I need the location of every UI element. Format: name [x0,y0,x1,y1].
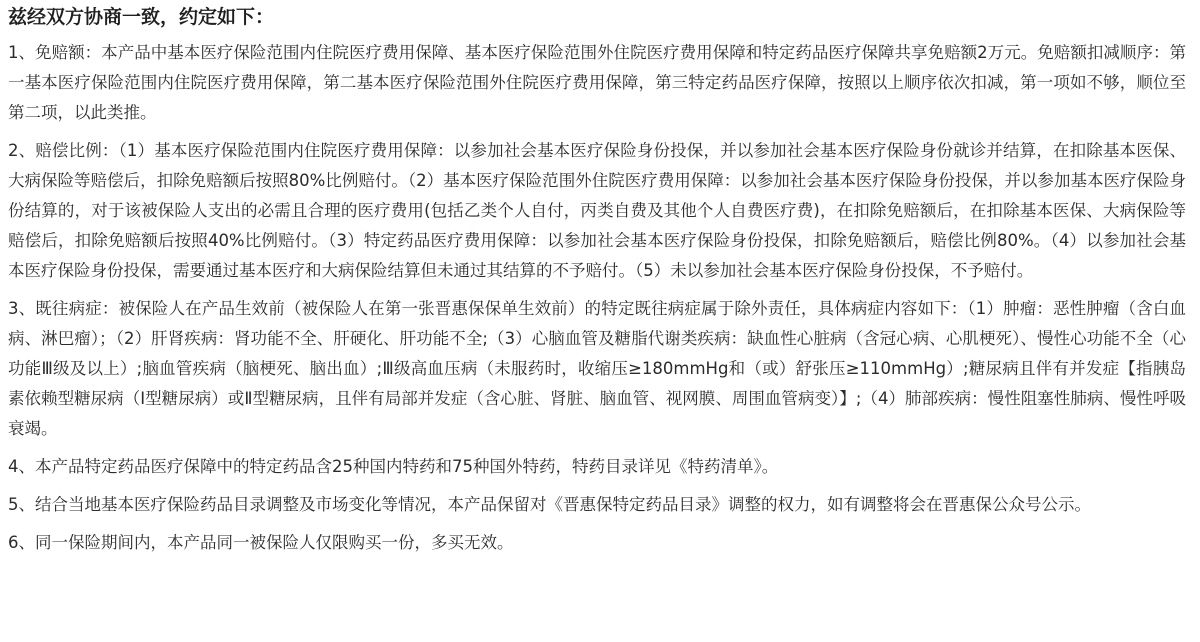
clause-catalog-adjustment: 5、结合当地基本医疗保险药品目录调整及市场变化等情况，本产品保留对《晋惠保特定药品目录》调整的权力，如有调整将会在晋惠保公众号公示。 [8,495,1091,514]
agreement-heading: 兹经双方协商一致，约定如下： [8,6,275,28]
clause-pre-existing-conditions: 3、既往病症：被保险人在产品生效前（被保险人在第一张晋惠保保单生效前）的特定既往病症属于除外责任，具体病症内容如下：（1）肿瘤：恶性肿瘤（含白血病、淋巴瘤）；（2）肝肾疾病：肾功能不全、肝硬化、肝功能不全;（3）心脑血管及糖脂代谢类疾病：缺血性心脏病（含冠心病、心肌梗死）、慢性心功能不全（心功能Ⅲ级及以上）;脑血管疾病（脑梗死、脑出血）;Ⅲ级高血压病（未服药时，收缩压≥180mmHg和（或）舒张压≥110mmHg）;糖尿病且伴有并发症【指胰岛素依赖型糖尿病（Ⅰ型糖尿病）或Ⅱ型糖尿病，且伴有局部并发症（含心脏、肾脏、脑血管、视网膜、周围血管病变）】;（4）肺部疾病：慢性阻塞性肺病、慢性呼吸衰竭。 [8,299,1186,438]
clause-deductible: 1、免赔额：本产品中基本医疗保险范围内住院医疗费用保障、基本医疗保险范围外住院医疗费用保障和特定药品医疗保障共享免赔额2万元。免赔额扣减顺序：第一基本医疗保险范围内住院医疗费用保障，第二基本医疗保险范围外住院医疗费用保障，第三特定药品医疗保障，按照以上顺序依次扣减，第一项如不够，顺位至第二项，以此类推。 [8,43,1186,122]
clause-compensation-ratio: 2、赔偿比例：（1）基本医疗保险范围内住院医疗费用保障：以参加社会基本医疗保险身份投保，并以参加社会基本医疗保险身份就诊并结算，在扣除基本医保、大病保险等赔偿后，扣除免赔额后按照80%比例赔付。（2）基本医疗保险范围外住院医疗费用保障：以参加社会基本医疗保险身份投保，并以参加基本医疗保险身份结算的，对于该被保险人支出的必需且合理的医疗费用(包括乙类个人自付，丙类自费及其他个人自费医疗费)，在扣除免赔额后，在扣除基本医保、大病保险等赔偿后，扣除免赔额后按照40%比例赔付。（3）特定药品医疗费用保障：以参加社会基本医疗保险身份投保，扣除免赔额后，赔偿比例80%。（4）以参加社会基本医疗保险身份投保，需要通过基本医疗和大病保险结算但未通过其结算的不予赔付。（5）未以参加社会基本医疗保险身份投保，不予赔付。 [8,141,1186,280]
clause-specific-drugs: 4、本产品特定药品医疗保障中的特定药品含25种国内特药和75种国外特药，特药目录详见《特药清单》。 [8,457,779,476]
clause-purchase-limit: 6、同一保险期间内，本产品同一被保险人仅限购买一份，多买无效。 [8,533,514,552]
